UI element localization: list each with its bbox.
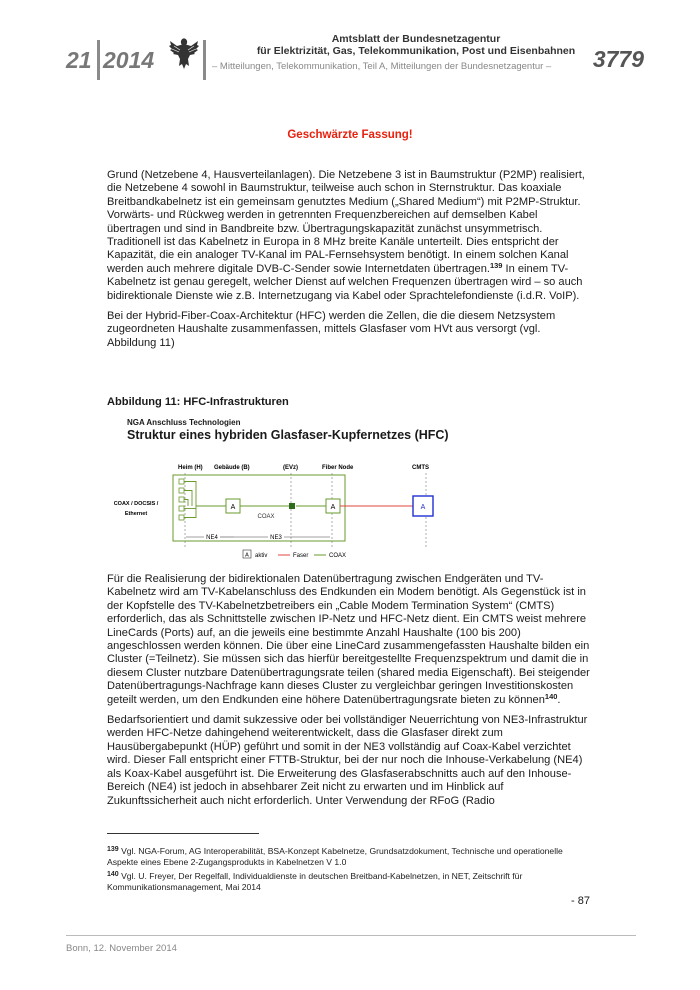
paragraph-text: In einem TV-Kabelnetz ist genau geregelt, welcher Dienst auf welchen Frequenzen übertragen wird – so auch bidirektionale Dienste wie z.B. Internetzugang via Kabel oder Sprachtelefondienste (i.d.R. VoIP).	[107, 262, 583, 302]
footnote-text: Vgl. U. Freyer, Der Regelfall, Individualdienste in deutschen Breitband-Kabelnetzen, in NET, Zeitschrift für Kommunikationsmanagement, Mai 2014	[107, 871, 523, 892]
figure-subtitle: NGA Anschluss Technologien	[127, 418, 241, 427]
col-label-evz: (EVz)	[283, 465, 298, 471]
figure-caption: Abbildung 11: HFC-Infrastrukturen	[107, 396, 289, 408]
active-box-label: A	[230, 504, 236, 511]
col-label-fiber-node: Fiber Node	[322, 465, 354, 471]
publisher-title: Amtsblatt der Bundesnetzagentur	[331, 33, 501, 45]
footnote-number: 139	[107, 846, 119, 853]
hfc-diagram	[100, 455, 570, 573]
paragraph-text: Für die Realisierung der bidirektionalen Datenübertragung zwischen Endgeräten und TV-Kabelnetz wird am TV-Kabelanschluss des Endkunden ein Modem benötigt. Als Gegenstück ist in der Kopfstelle des TV-Kabelnetzbetreibers ein „Cable Modem Termination System“ (CMTS) erforderlich, das als Schnittstelle zwischen IP-Netz und HFC-Netz dient. Ein CMTS weist mehrere LineCards (Ports) auf, an die jeweils eine bestimmte Anzahl Haushalte (100 bis 200) angeschlossen werden können. Die über eine LineCard zusammengefassten Haushalte bilden ein Cluster (=Teilnetz). Sie müssen sich das hierfür bereitgestellte Frequenzspektrum und damit die in diesem Cluster nutzbare Datenübertragungsrate teilen (shared media Eigenschaft). Bei steigender Datenübertragungs-Nachfrage kann dieses Cluster zu vergleichbar geringen Investitionskosten geteilt werden, um den Endkunden eine höhere Datenübertragungsrate bieten zu können	[107, 573, 590, 706]
footnote-ref[interactable]: 140	[544, 691, 558, 701]
legend-aktiv: aktiv	[255, 553, 268, 559]
evz-node	[289, 503, 295, 509]
legend-coax: COAX	[329, 553, 347, 559]
paragraph	[107, 573, 591, 707]
footnote-140	[107, 871, 587, 892]
figure-title: Struktur eines hybriden Glasfaser-Kupfernetzes (HFC)	[127, 428, 449, 442]
page-number: 3779	[592, 46, 644, 72]
footnote-text: Vgl. NGA-Forum, AG Interoperabilität, BSA-Konzept Kabelnetze, Grundsatzdokument, Technische und operationelle Aspekte eines Ebene 2-Zugangsprodukts in Kabelnetzen V 1.0	[107, 846, 563, 867]
footnote-139	[107, 846, 587, 867]
paragraph: Bedarfsorientiert und damit sukzessive oder bei vollständiger Neuerrichtung von NE3-Infrastruktur werden HFC-Netze dahingehend weiterentwickelt, dass die Glasfaser direkt zum Hausübergabepunkt (HÜP) geführt und somit in der NE3 vollständig auf Coax-Kabel verzichtet wird. Dieser Fall entspricht einer FTTB-Struktur, bei der nur noch die Inhouse-Verkabelung (NE4) als Koax-Kabel ausgeführt ist. Die Erweiterung des Glasfaserabschnitts auch auf den Inhouse-Bereich (NE4) ist jedoch in absehbarer Zeit nicht zu erwarten und im Hinblick auf Zukunftssicherheit auch nicht erforderlich. Unter Verwendung der RFoG (Radio	[107, 714, 588, 807]
paragraph-text: .	[557, 693, 561, 706]
section-line: – Mitteilungen, Telekommunikation, Teil A, Mitteilungen der Bundesnetzagentur –	[212, 61, 552, 72]
home-terminals	[179, 479, 184, 520]
legend-faser: Faser	[293, 553, 309, 559]
col-label-cmts: CMTS	[412, 465, 429, 471]
document-page-number: - 87	[571, 895, 590, 907]
publisher-subtitle: für Elektrizität, Gas, Telekommunikation, Post und Eisenbahnen	[256, 45, 576, 57]
federal-eagle-icon	[168, 33, 200, 71]
body-text-top	[107, 169, 591, 350]
left-label-coax-docsis: COAX / DOCSIS /	[113, 501, 159, 507]
paragraph: Bei der Hybrid-Fiber-Coax-Architektur (HFC) werden die Zellen, die die diesem Netzsystem zugeordneten Haushalte zusammenfassen, mittels Glasfaser vom HVt aus versorgt (vgl. Abbildung 11)	[107, 310, 556, 349]
col-label-gebaeude: Gebäude (B)	[214, 465, 250, 471]
col-label-heim: Heim (H)	[178, 465, 203, 471]
issue-number: 21	[66, 47, 92, 73]
header-divider	[97, 40, 100, 80]
footnote-divider	[107, 833, 259, 834]
issue-year: 2014	[103, 47, 155, 73]
left-label-ethernet: Ethernet	[124, 511, 148, 517]
footer-divider	[66, 935, 636, 936]
coax-region	[173, 475, 345, 541]
footnote-ref[interactable]: 139	[489, 260, 503, 270]
coax-branches	[184, 482, 326, 518]
legend-box-letter: A	[245, 552, 249, 559]
cmts-box-label: A	[420, 504, 426, 511]
footer-date: Bonn, 12. November 2014	[66, 943, 177, 954]
coax-label: COAX	[257, 514, 275, 520]
paragraph	[107, 169, 591, 303]
redacted-version-notice: Geschwärzte Fassung!	[287, 129, 413, 141]
active-box-label: A	[330, 504, 336, 511]
footnote-number: 140	[107, 871, 119, 878]
paragraph-text: Grund (Netzebene 4, Hausverteilanlagen). Die Netzebene 3 ist in Baumstruktur (P2MP) realisiert, die Netzebene 4 sowohl in Baumstruktur, teilweise auch schon in Sternstruktur. Das koaxiale Breitbandkabelnetz ist ein gemeinsam genutztes Medium („Shared Medium“) mit P2MP-Struktur. Vorwärts- und Rückweg werden in getrennten Frequenzbereichen auf demselben Kabel übertragen und sind in Bandbreite bzw. Übertragungskapazität zunächst unsymmetrisch. Traditionell ist das Kabelnetz in Europa in 8 MHz breite Kanäle unterteilt. Dies entspricht der Kapazität, die ein analoger TV-Kanal im PAL-Fernsehsystem benötigt. In einem solchen Kanal werden auch mehrere digitale DVB-C-Sender sowie Internetdaten übertragen.	[107, 169, 585, 275]
body-text-bottom	[107, 573, 591, 808]
ne4-label: NE4	[206, 535, 218, 541]
ne3-label: NE3	[270, 535, 282, 541]
